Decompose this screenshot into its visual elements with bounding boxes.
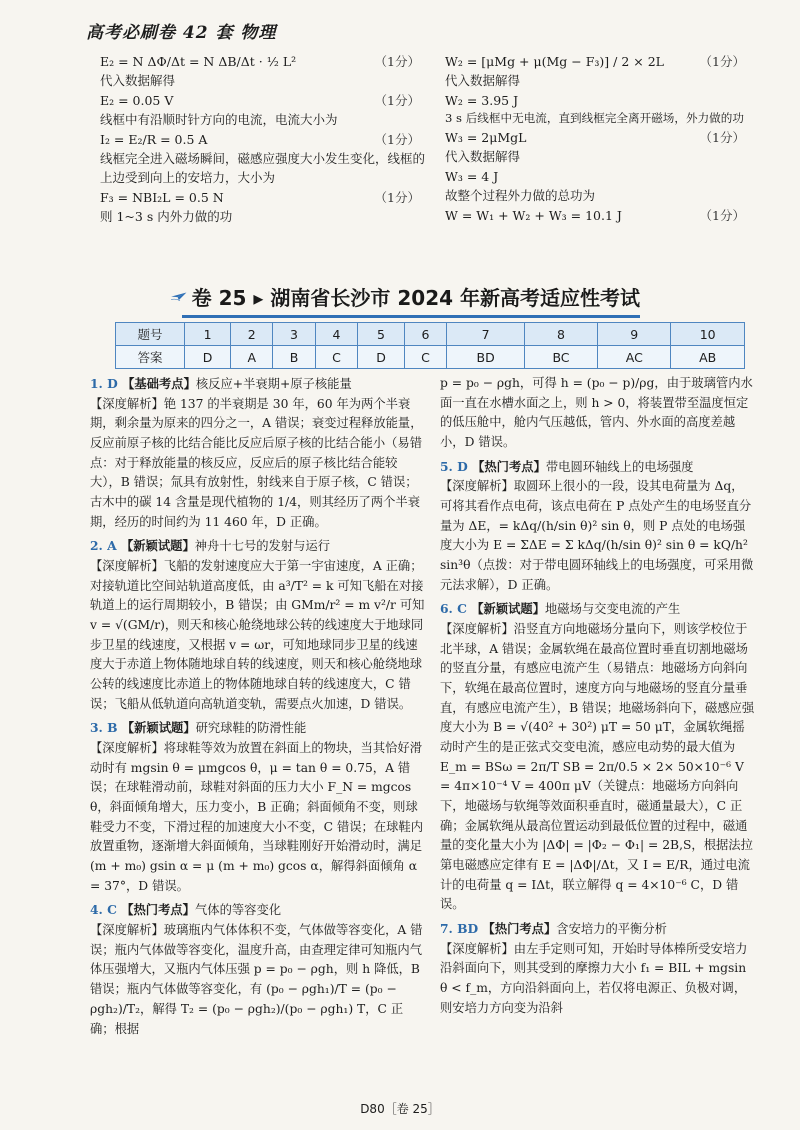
row-label: 答案: [116, 346, 185, 369]
line-text: F₃ = NBI₂L = 0.5 N: [100, 189, 224, 205]
question-header: [440, 457, 755, 478]
question-block: [440, 599, 755, 915]
question-number: 3: [273, 323, 315, 346]
question-block: [440, 374, 755, 453]
question-answer: 5. D: [440, 458, 468, 474]
question-explanation: 【深度解析】将球鞋等效为放置在斜面上的物块，当其恰好滑动时有 mgsin θ = μmgcos θ，μ = tan θ = 0.75，A 错误；在球鞋滑动前，球鞋对斜面的压力大小 F_N = mgcos θ，斜面倾角增大，压力变小，B 正确；斜面倾角不变，则球鞋受力不变，下滑过程的加速度大小不变，C 错误；在球鞋内放置重物，逐渐增大斜面倾角，当球鞋刚好开始滑动时，满足 (m + m₀) gsin α = μ (m + m₀) gcos α，解得斜面倾角 α = 37°，D 错误。: [90, 741, 424, 893]
question-block: [440, 457, 755, 596]
line-text: 代入数据解得: [445, 149, 521, 165]
paper-plane-icon: [170, 278, 188, 314]
question-number: 1: [185, 323, 231, 346]
right-column: [440, 374, 755, 1023]
question-topic: 核反应+半衰期+原子核能量: [195, 377, 352, 391]
left-column: [90, 374, 425, 1043]
answer-cell: AC: [598, 346, 671, 369]
solution-line: [100, 168, 420, 187]
top-right-solution: [445, 52, 745, 225]
solution-line: [445, 110, 745, 128]
solution-line: [100, 71, 420, 90]
line-text: 代入数据解得: [100, 73, 176, 89]
solution-line: [445, 91, 745, 110]
question-topic: 神舟十七号的发射与运行: [194, 539, 331, 554]
question-header: [90, 374, 425, 395]
line-text: W = W₁ + W₂ + W₃ = 10.1 J: [445, 207, 622, 223]
question-header: [440, 919, 755, 940]
question-answer: 4. C: [90, 902, 117, 918]
question-topic: 地磁场与交变电流的产生: [544, 602, 681, 617]
question-explanation: 【深度解析】铯 137 的半衰期是 30 年，60 年为两个半衰期，剩余量为原来的四分之一，A 错误；衰变过程释放能量，反应前原子核的比结合能比反应后原子核的比结合能小（易错点：对于释放能量的核反应，反应后的原子核比结合能较大），B 错误；氚具有放射性，射线来自于原子核，C 错误；古木中的碳 14 含量是现代植物的 1/4，则其经历了两个半衰期，经历的时间约为 11 460 年，D 正确。: [90, 396, 423, 529]
answer-cell: D: [185, 346, 231, 369]
question-explanation: 【深度解析】由左手定则可知，开始时导体棒所受安培力沿斜面向下，则其受到的摩擦力大小 f₁ = BIL + mgsin θ < f_m，方向沿斜面向上，若仅将电源正、负极对调，则安培力方向变为沿斜: [440, 941, 748, 1015]
question-answer: 3. B: [90, 720, 118, 736]
question-number: 5: [358, 323, 404, 346]
question-header: [90, 718, 425, 739]
question-explanation: 【深度解析】沿竖直方向地磁场分量向下，则该学校位于北半球，A 错误；金属软绳在最高位置时垂直切割地磁场的竖直分量，有感应电流产生（易错点：地磁场方向斜向下，软绳在最高位置时，速度方向与地磁场的竖直分量垂直，有感应电流产生），B 错误；地磁场斜向下，磁感应强度大小为 B = √(40² + 30²) μT = 50 μT，金属软绳摇动时产生的是正弦式交变电流，感应电动势的最大值为 E_m = BSω = 2π/T SB = 2π/0.5 × 2× 50×10⁻⁶ V = 4π×10⁻⁴ V = 400π μV（关键点：地磁场方向斜向下，地磁场与软绳等效面积垂直时，磁通量最大），C 正确；金属软绳从最高位置运动到最低位置的过程中，磁通量的变化量大小为 |ΔΦ| = |Φ₂ − Φ₁| = 2B,S，根据法拉第电磁感应定律有 E = |ΔΦ|/Δt，又 I = E/R，通过电流计的电荷量 q = IΔt，联立解得 q = 4×10⁻⁶ C，D 错误。: [440, 622, 755, 912]
question-tag: 【基础考点】: [122, 376, 196, 391]
question-explanation: p = p₀ − ρgh，可得 h = (p₀ − p)/ρg，由于玻璃管内水面一直在水槽水面之上，则 h > 0，将装置带至温度恒定的低压舱中，舱内气压越低，管内、外水面的高度差越小，D 错误。: [440, 376, 753, 450]
question-tag: 【热门考点】: [472, 458, 546, 474]
line-text: 代入数据解得: [445, 73, 521, 89]
question-number: 7: [447, 323, 524, 346]
line-text: 线框中有沿顺时针方向的电流，电流大小为: [100, 112, 338, 128]
solution-line: [100, 207, 420, 226]
line-score: （1分）: [699, 130, 745, 146]
answer-cell: AB: [671, 346, 745, 369]
question-number: 8: [524, 323, 597, 346]
answer-cell: A: [231, 346, 273, 369]
solution-line: [445, 71, 745, 90]
question-tag: 【新颖试题】: [121, 720, 196, 736]
line-score: （1分）: [374, 92, 420, 108]
question-answer: 2. A: [90, 538, 117, 554]
header-title: 高考必刷卷 42 套 物理: [86, 23, 277, 43]
answer-cell: C: [404, 346, 447, 369]
answer-table: [115, 322, 745, 369]
solution-line: [445, 186, 745, 205]
question-number: 10: [671, 323, 745, 346]
line-text: E₂ = 0.05 V: [100, 92, 174, 108]
question-header: [90, 900, 425, 921]
question-topic: 研究球鞋的防滑性能: [195, 721, 307, 736]
line-score: （1分）: [374, 54, 420, 69]
question-tag: 【热门考点】: [482, 921, 557, 937]
solution-line: [100, 110, 420, 129]
question-tag: 【热门考点】: [121, 902, 195, 918]
question-block: [90, 718, 425, 896]
line-score: （1分）: [699, 54, 745, 69]
question-tag: 【新颖试题】: [471, 601, 545, 617]
line-score: （1分）: [374, 189, 420, 205]
solution-line: [100, 52, 420, 71]
line-text: 则 1~3 s 内外力做的功: [100, 209, 233, 224]
line-text: 故整个过程外力做的总功为: [445, 188, 596, 204]
solution-line: [445, 206, 745, 225]
solution-line: [100, 149, 426, 168]
line-text: E₂ = N ΔΦ/Δt = N ΔB/Δt · ½ L²: [100, 54, 297, 69]
question-answer: 7. BD: [440, 921, 479, 937]
exam-title: 卷 25 ▸ 湖南省长沙市 2024 年新高考适应性考试: [191, 285, 640, 310]
question-block: [90, 536, 425, 714]
line-text: W₃ = 4 J: [445, 168, 499, 184]
line-text: W₃ = 2μMgL: [445, 130, 527, 146]
question-topic: 带电圆环轴线上的电场强度: [545, 459, 694, 474]
question-answer: 1. D: [90, 376, 118, 391]
question-block: [440, 919, 755, 1018]
line-score: （1分）: [699, 207, 745, 223]
answer-cell: C: [315, 346, 358, 369]
question-block: [90, 900, 425, 1039]
answer-cell: BD: [447, 346, 524, 369]
question-block: [90, 374, 425, 532]
solution-line: [100, 91, 420, 110]
exam-banner: [170, 278, 640, 314]
line-text: 线框完全进入磁场瞬间，磁感应强度大小发生变化，线框的: [100, 150, 426, 166]
question-number: 4: [315, 323, 358, 346]
top-left-solution: [100, 52, 426, 226]
question-number: 6: [404, 323, 447, 346]
solution-line: [445, 147, 745, 166]
question-number: 2: [231, 323, 273, 346]
question-explanation: 【深度解析】取圆环上很小的一段，设其电荷量为 Δq，可将其看作点电荷，该点电荷在 P 点处产生的电场竖直分量为 ΔE，= kΔq/(h/sin θ)² sin θ，则 P 点处的电场强度大小为 E = ΣΔE = Σ kΔq/(h/sin θ)² sin θ = kQ/h² sin³θ（点拨：对于带电圆环轴线上的电场强度，可采用微元法求解），D 正确。: [440, 479, 754, 592]
answer-cell: B: [273, 346, 315, 369]
line-score: （1分）: [374, 131, 420, 147]
question-header: [90, 536, 425, 557]
question-answer: 6. C: [440, 601, 467, 617]
line-text: W₂ = [μMg + μ(Mg − F₃)] / 2 × 2L: [445, 54, 664, 69]
solution-line: [445, 52, 745, 71]
page-number: D80［卷 25］: [360, 1102, 440, 1116]
solution-line: [445, 128, 745, 147]
answer-cell: D: [358, 346, 404, 369]
line-text: I₂ = E₂/R = 0.5 A: [100, 131, 208, 147]
question-number-row: [116, 323, 745, 346]
solution-line: [100, 130, 420, 149]
line-text: 3 s 后线框中无电流，直到线框完全离开磁场，外力做的功: [445, 111, 744, 126]
answer-cell: BC: [524, 346, 597, 369]
question-topic: 含安培力的平衡分析: [556, 922, 667, 937]
question-topic: 气体的等容变化: [194, 903, 282, 918]
solution-line: [100, 188, 420, 207]
question-tag: 【新颖试题】: [120, 538, 195, 554]
question-number: 9: [598, 323, 671, 346]
question-header: [440, 599, 755, 620]
question-explanation: 【深度解析】飞船的发射速度应大于第一宇宙速度，A 正确；对接轨道比空间站轨道高度低，由 a³/T² = k 可知飞船在对接轨道上的运行周期较小，B 错误；由 GMm/r² = m v²/r 可知 v = √(GM/r)，则天和核心舱绕地球公转的线速度大于地球同步卫星的线速度，又根据 v = ωr，可知地球同步卫星的线速度大于赤道上物体随地球自转的线速度，则天和核心舱绕地球公转的线速度比赤道上的物体随地球自转的线速度大，C 错误；飞船从低轨道向高轨道变轨，需要点火加速，D 错误。: [90, 559, 425, 711]
banner-underline: [182, 315, 640, 318]
line-text: 上边受到向上的安培力，大小为: [100, 170, 276, 186]
row-label: 题号: [116, 323, 185, 346]
question-explanation: 【深度解析】玻璃瓶内气体体积不变，气体做等容变化，A 错误；瓶内气体做等容变化，温度升高，由查理定律可知瓶内气体压强增大，又瓶内气体压强 p = p₀ − ρgh，则 h 降低，B 错误；瓶内气体做等容变化，有 (p₀ − ρgh₁)/T = (p₀ − ρgh₂)/T₂，解得 T₂ = (p₀ − ρgh₂)/(p₀ − ρgh₁) T，C 正确；根据: [90, 923, 423, 1036]
answer-row: [116, 346, 745, 369]
solution-line: [445, 167, 745, 186]
line-text: W₂ = 3.95 J: [445, 92, 519, 108]
